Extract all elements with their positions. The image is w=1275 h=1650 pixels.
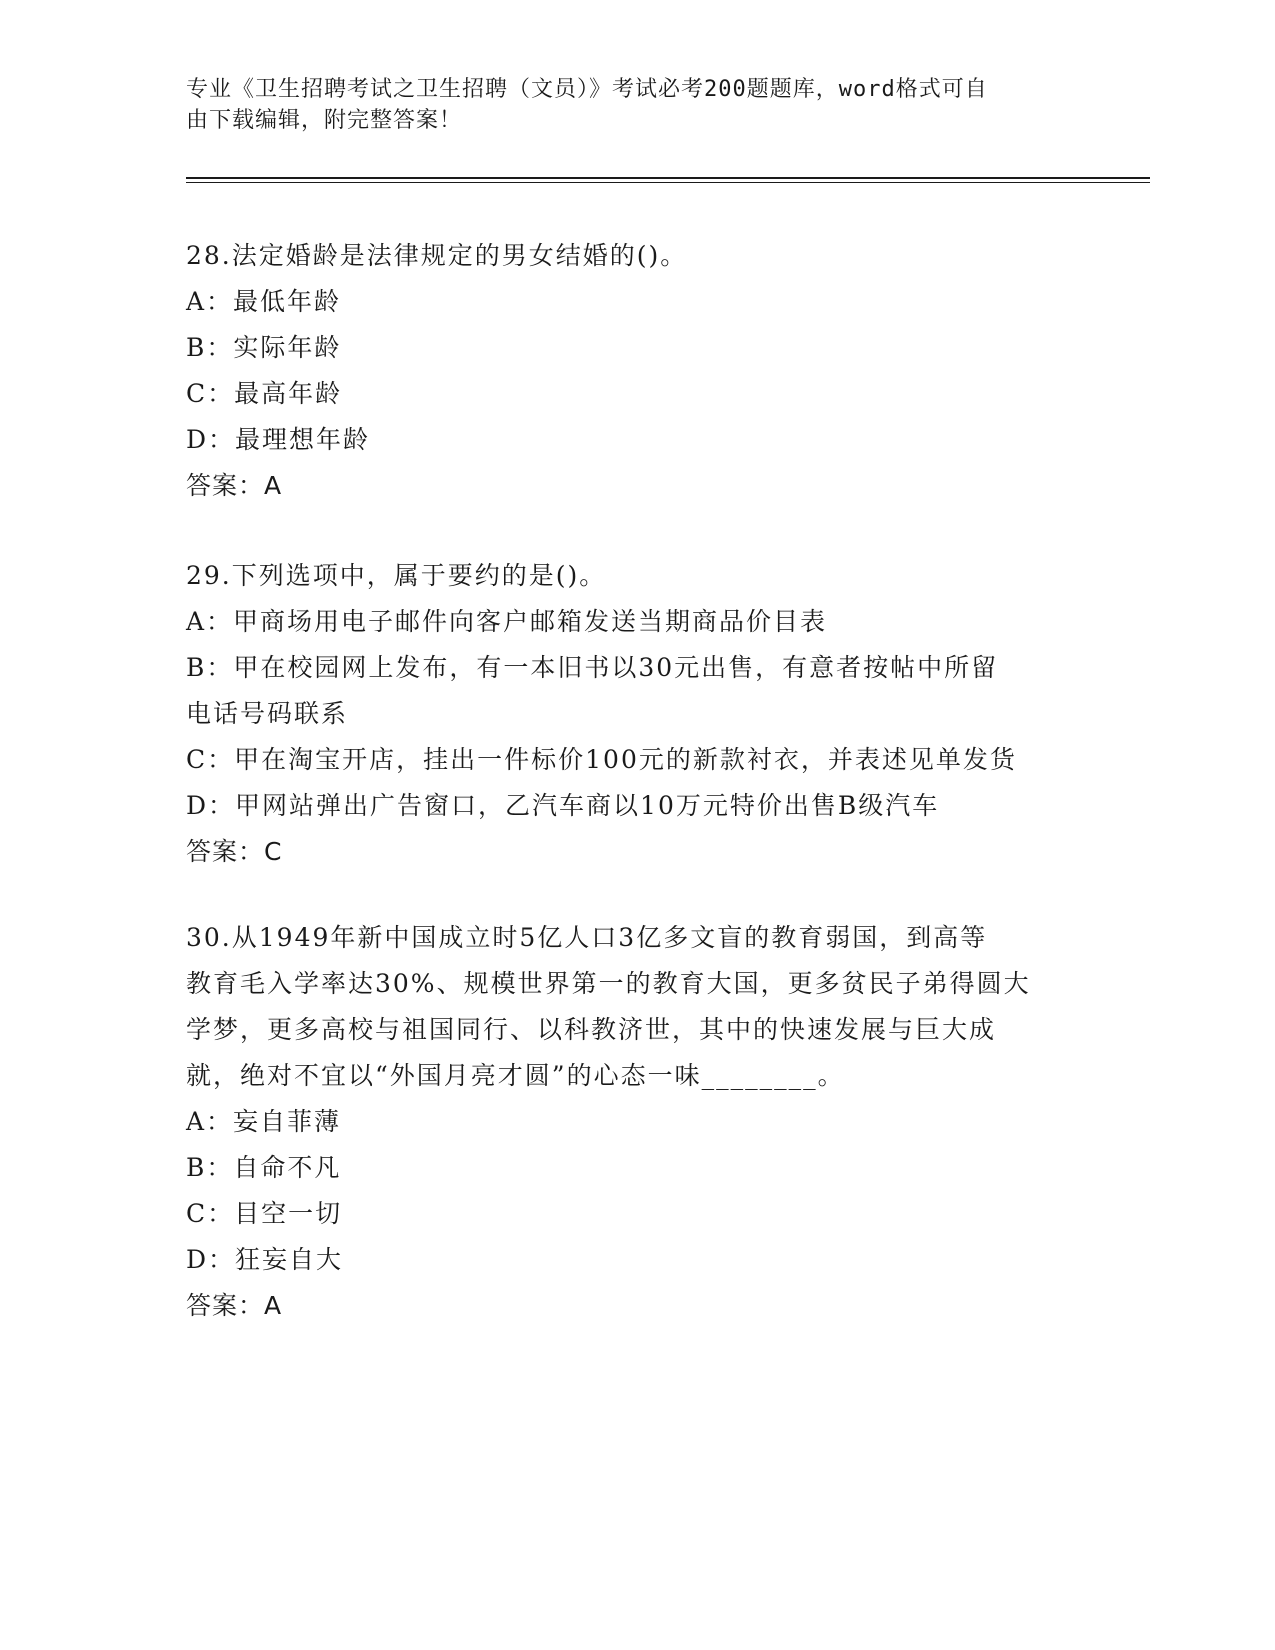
question-stem: 教育毛入学率达30%、规模世界第一的教育大国，更多贫民子弟得圆大: [186, 969, 1031, 998]
option-d: D：狂妄自大: [186, 1245, 344, 1274]
question-stem: 28.法定婚龄是法律规定的男女结婚的()。: [186, 241, 688, 270]
answer: 答案：A: [186, 471, 283, 500]
option-a: A：甲商场用电子邮件向客户邮箱发送当期商品价目表: [186, 607, 828, 636]
question-stem: 30.从1949年新中国成立时5亿人口3亿多文盲的教育弱国，到高等: [186, 923, 988, 952]
header-divider: [186, 177, 1150, 179]
answer: 答案：C: [186, 837, 283, 866]
question-29: [186, 553, 1086, 875]
header-divider-thin: [186, 182, 1150, 183]
option-a: A：最低年龄: [186, 287, 342, 316]
option-b: B：甲在校园网上发布，有一本旧书以30元出售，有意者按帖中所留: [186, 653, 999, 682]
option-a: A：妄自菲薄: [186, 1107, 342, 1136]
option-b-continued: 电话号码联系: [186, 699, 349, 728]
header-line: 专业《卫生招聘考试之卫生招聘（文员）》考试必考200题题库，word格式可自: [186, 77, 988, 102]
question-stem: 29.下列选项中，属于要约的是()。: [186, 561, 607, 590]
option-c: C：甲在淘宝开店，挂出一件标价100元的新款衬衣，并表述见单发货: [186, 745, 1017, 774]
option-c: C：最高年龄: [186, 379, 343, 408]
header-line: 由下载编辑，附完整答案！: [186, 108, 463, 133]
option-c: C：目空一切: [186, 1199, 343, 1228]
question-stem: 学梦，更多高校与祖国同行、以科教济世，其中的快速发展与巨大成: [186, 1015, 997, 1044]
option-b: B：实际年龄: [186, 333, 342, 362]
option-d: D：甲网站弹出广告窗口，乙汽车商以10万元特价出售B级汽车: [186, 791, 940, 820]
document-header: [186, 74, 1066, 136]
question-28: [186, 233, 1086, 509]
question-stem: 就，绝对不宜以“外国月亮才圆”的心态一味________。: [186, 1061, 845, 1090]
answer: 答案：A: [186, 1291, 283, 1320]
option-d: D：最理想年龄: [186, 425, 371, 454]
option-b: B：自命不凡: [186, 1153, 342, 1182]
question-30: [186, 915, 1086, 1329]
